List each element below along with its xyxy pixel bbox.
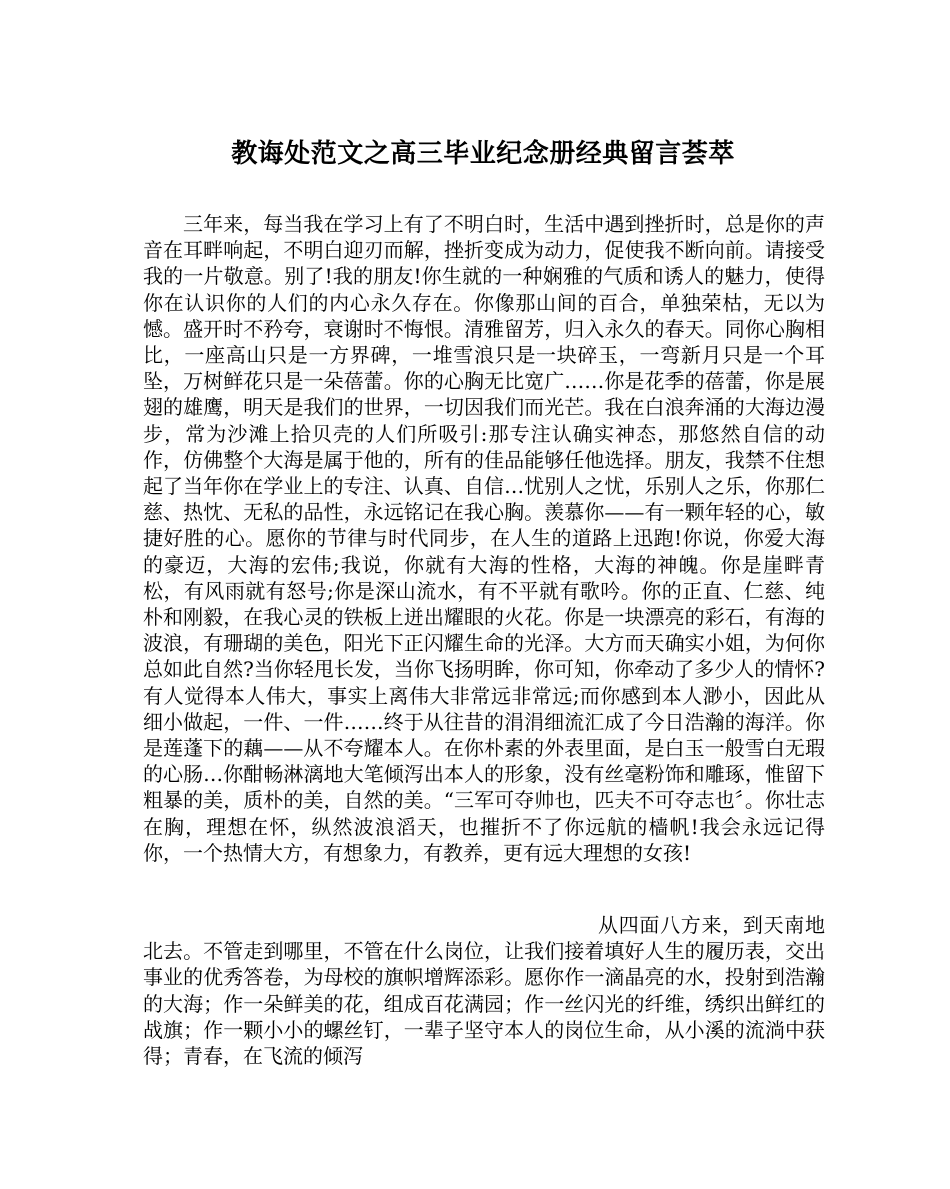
paragraph-1: 三年来，每当我在学习上有了不明白时，生活中遇到挫折时，总是你的声音在耳畔响起，不明白迎刃而解，挫折变成为动力，促使我不断向前。请接受我的一片敬意。别了!我的朋友!你生就的一种娴雅的气质和诱人的魅力，使得你在认识你的人们的内心永久存在。你像那山间的百合，单独荣枯，无以为憾。盛开时不矜夸，衰谢时不悔恨。清雅留芳，归入永久的春天。同你心胸相比，一座高山只是一方界碑，一堆雪浪只是一块碎玉，一弯新月只是一个耳坠，万树鲜花只是一朵蓓蕾。你的心胸无比宽广……你是花季的蓓蕾，你是展翅的雄鹰，明天是我们的世界，一切因我们而光芒。我在白浪奔涌的大海边漫步，常为沙滩上拾贝壳的人们所吸引:那专注认确实神态，那悠然自信的动作，仿佛整个大海是属于他的，所有的佳品能够任他选择。朋友，我禁不住想起了当年你在学业上的专注、认真、自信…忧别人之忧，乐别人之乐，你那仁慈、热忱、无私的品性，永远铭记在我心胸。羡慕你——有一颗年轻的心，敏捷好胜的心。愿你的节律与时代同步，在人生的道路上迅跑!你说，你爱大海的豪迈，大海的宏伟;我说，你就有大海的性格，大海的神魄。你是崖畔青松，有风雨就有怒号;你是深山流水，有不平就有歌吟。你的正直、仁慈、纯朴和刚毅，在我心灵的铁板上迸出耀眼的火花。你是一块漂亮的彩石，有海的波浪，有珊瑚的美色，阳光下正闪耀生命的光泽。大方而天确实小姐，为何你总如此自然?当你轻甩长发，当你飞扬明眸，你可知，你牵动了多少人的情怀?有人觉得本人伟大，事实上离伟大非常远非常远;而你感到本人渺小，因此从细小做起，一件、一件……终于从往昔的涓涓细流汇成了今日浩瀚的海洋。你是莲蓬下的藕——从不夸耀本人。在你朴素的外表里面，是白玉一般雪白无瑕的心肠…你酣畅淋漓地大笔倾泻出本人的形象，没有丝毫粉饰和雕琢，惟留下粗暴的美，质朴的美，自然的美。“三军可夺帅也，匹夫不可夺志也〞。你壮志在胸，理想在怀，纵然波浪滔天，也摧折不了你远航的樯帆!我会永远记得你，一个热情大方，有想象力，有教养，更有远大理想的女孩! bbox=[143, 212, 825, 865]
paragraph-2: 从四面八方来，到天南地北去。不管走到哪里，不管在什么岗位，让我们接着填好人生的履历表，交出事业的优秀答卷，为母校的旗帜增辉添彩。愿你作一滴晶亮的水，投射到浩瀚的大海；作一朵鲜美的花，组成百花满园；作一丝闪光的纤维，绣织出鲜红的战旗；作一颗小小的螺丝钉，一辈子坚守本人的岗位生命，从小溪的流淌中获得；青春，在飞流的倾泻 bbox=[143, 913, 825, 1069]
document-title: 教诲处范文之高三毕业纪念册经典留言荟萃 bbox=[231, 139, 735, 169]
